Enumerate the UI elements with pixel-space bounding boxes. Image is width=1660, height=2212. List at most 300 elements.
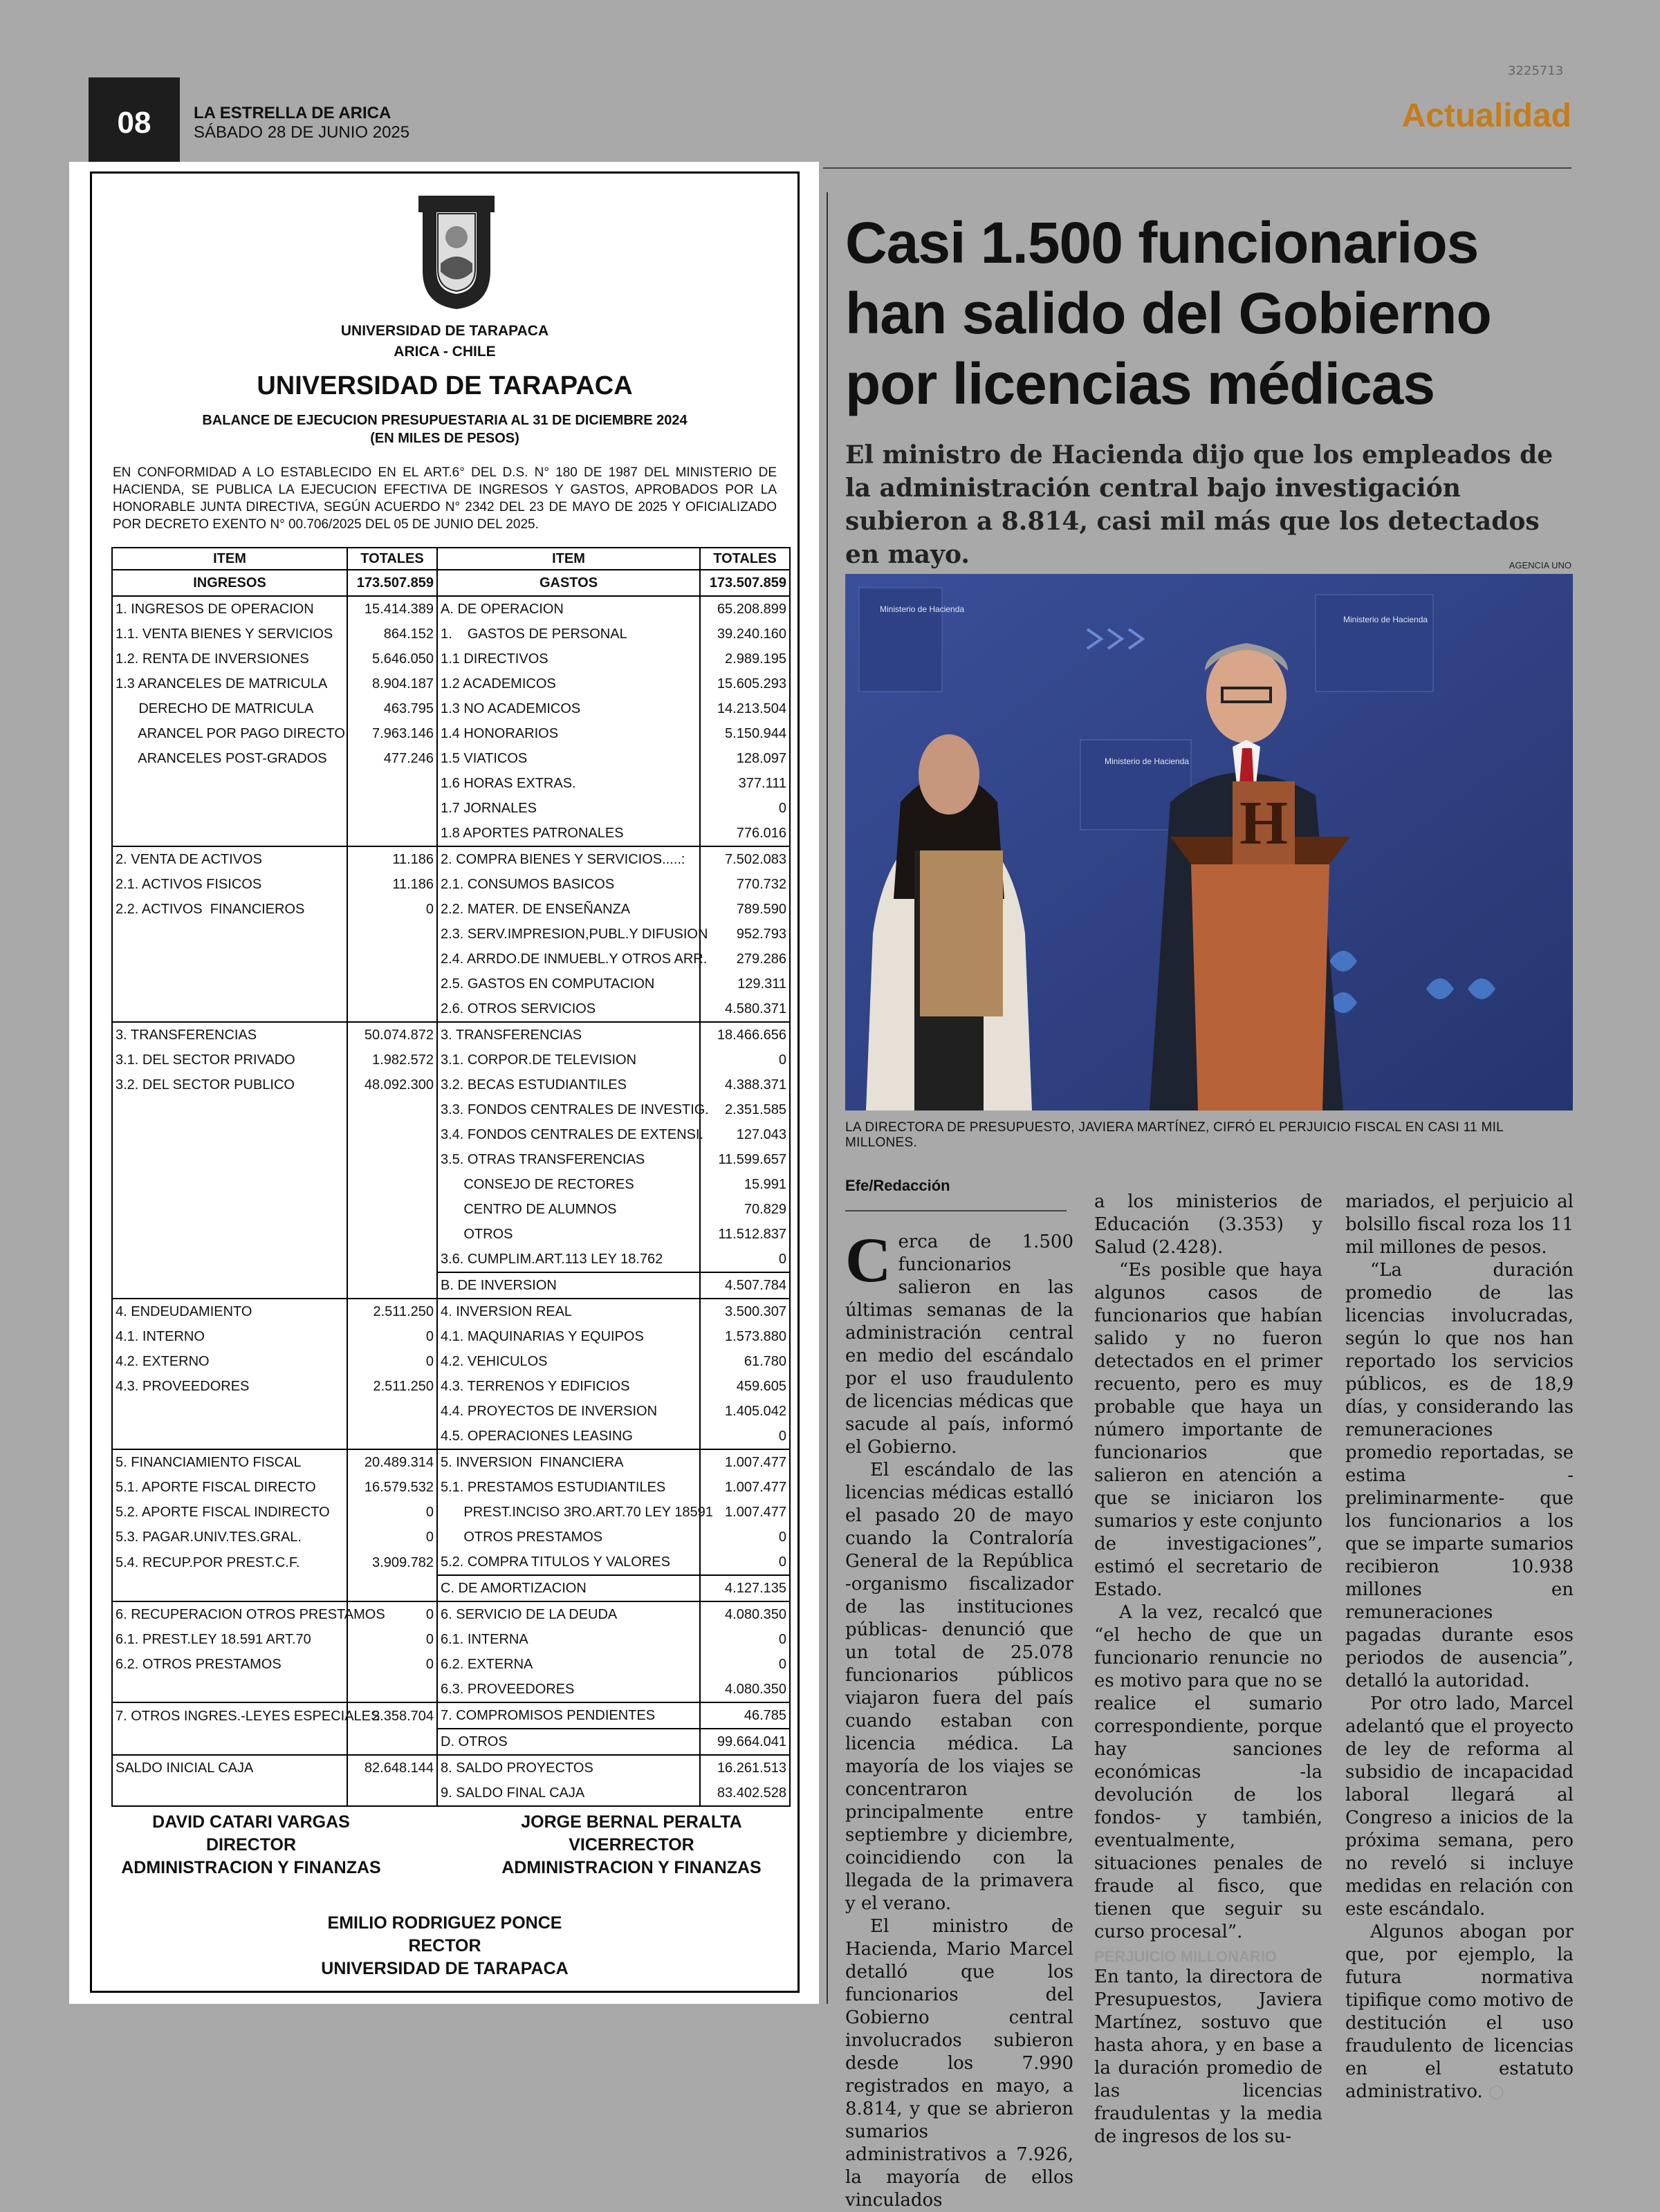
table-row (112, 1222, 790, 1247)
table-row (112, 1122, 790, 1147)
newspaper-name: LA ESTRELLA DE ARICA (194, 104, 391, 122)
item-cell: 3. TRANSFERENCIAS (437, 1022, 700, 1048)
paragraph: En tanto, la directora de Presupuestos, Javiera Martínez, sostuvo que hasta ahora, y en base a la duración promedio de las licencias fraudulentas y la media de ingresos de los su- (1094, 1967, 1322, 2147)
byline: Efe/Redacción (845, 1177, 950, 1194)
item-cell: 4.1. INTERNO (112, 1324, 347, 1349)
balance-title: BALANCE DE EJECUCION PRESUPUESTARIA AL 31 DE DICIEMBRE 2024 (202, 413, 688, 428)
item-cell: 1.7 JORNALES (437, 796, 700, 821)
amount-cell (347, 1677, 437, 1702)
amount-cell: 8.904.187 (347, 671, 437, 696)
table-row (112, 1652, 790, 1677)
table-row (112, 1399, 790, 1424)
ingresos-label: INGRESOS (112, 570, 347, 596)
item-cell: A. DE OPERACION (437, 596, 700, 622)
column-header: ITEM (437, 548, 700, 570)
amount-cell: 2.358.704 (347, 1702, 437, 1729)
table-row (112, 1702, 790, 1729)
amount-cell: 1.982.572 (347, 1048, 437, 1072)
budget-table (111, 547, 791, 1807)
amount-cell: 18.466.656 (700, 1022, 790, 1048)
signature-director (106, 1811, 396, 1879)
item-cell: C. DE AMORTIZACION (437, 1575, 700, 1601)
amount-cell: 0 (700, 1550, 790, 1575)
signer-unit: ADMINISTRACION Y FINANZAS (501, 1858, 762, 1877)
amount-cell: 0 (347, 1324, 437, 1349)
column-header: TOTALES (700, 548, 790, 570)
backdrop-label: Ministerio de Hacienda (1343, 615, 1428, 624)
item-cell: D. OTROS (437, 1729, 700, 1755)
byline-rule (845, 1210, 1067, 1211)
paragraph-text: Algunos abogan por que, por ejemplo, la futura normativa tipifique como motivo de destitución el uso fraudulento de licencias en el estatuto administrativo. (1345, 1922, 1574, 2102)
item-cell: 6.3. PROVEEDORES (437, 1677, 700, 1702)
table-row (112, 1781, 790, 1806)
item-cell (112, 1399, 347, 1424)
signature-rector (258, 1912, 631, 1980)
item-cell: 5.2. COMPRA TITULOS Y VALORES (437, 1550, 700, 1575)
amount-cell: 15.414.389 (347, 596, 437, 622)
item-cell (112, 1272, 347, 1299)
item-cell: 3.2. BECAS ESTUDIANTILES (437, 1072, 700, 1097)
item-cell: 4.1. MAQUINARIAS Y EQUIPOS (437, 1324, 700, 1349)
item-cell: 5.2. APORTE FISCAL INDIRECTO (112, 1500, 347, 1525)
amount-cell: 1.573.880 (700, 1324, 790, 1349)
table-row (112, 1022, 790, 1048)
item-cell: 3.5. OTRAS TRANSFERENCIAS (437, 1147, 700, 1172)
article-headline: Casi 1.500 funcionarios han salido del Gobierno por licencias médicas (845, 210, 1491, 416)
table-row (112, 1147, 790, 1172)
amount-cell: 0 (347, 1627, 437, 1652)
signer-name: JORGE BERNAL PERALTA (521, 1812, 742, 1832)
amount-cell: 0 (700, 1424, 790, 1449)
item-cell (112, 1122, 347, 1147)
amount-cell: 0 (347, 1500, 437, 1525)
amount-cell: 0 (700, 1652, 790, 1677)
table-row (112, 1575, 790, 1601)
signer-role: DIRECTOR (205, 1835, 297, 1855)
amount-cell: 3.909.782 (347, 1550, 437, 1575)
amount-cell (347, 1147, 437, 1172)
amount-cell: 46.785 (700, 1702, 790, 1729)
table-row (112, 696, 790, 721)
amount-cell: 776.016 (700, 821, 790, 846)
table-row (112, 1627, 790, 1652)
end-mark-icon: ○ (1488, 2081, 1504, 2102)
item-cell: 3.4. FONDOS CENTRALES DE EXTENSI. (437, 1122, 700, 1147)
amount-cell: 83.402.528 (700, 1781, 790, 1806)
item-cell (112, 1729, 347, 1755)
item-cell: ARANCEL POR PAGO DIRECTO (112, 721, 347, 746)
table-row (112, 1048, 790, 1072)
amount-cell: 4.080.350 (700, 1677, 790, 1702)
amount-cell (347, 1575, 437, 1601)
amount-cell: 4.127.135 (700, 1575, 790, 1601)
table-row (112, 1677, 790, 1702)
ingresos-total: 173.507.859 (347, 570, 437, 596)
item-cell (112, 771, 347, 796)
item-cell: 2.4. ARRDO.DE INMUEBL.Y OTROS ARR. (437, 947, 700, 972)
amount-cell: 11.512.837 (700, 1222, 790, 1247)
table-row (112, 1097, 790, 1122)
amount-cell (347, 1424, 437, 1449)
photo-credit: AGENCIA UNO (1509, 560, 1571, 570)
item-cell: 7. COMPROMISOS PENDIENTES (437, 1702, 700, 1729)
item-cell (112, 1197, 347, 1222)
table-row (112, 1525, 790, 1550)
amount-cell: 3.500.307 (700, 1299, 790, 1324)
item-cell (112, 1677, 347, 1702)
article-deck: El ministro de Hacienda dijo que los empleados de la administración central bajo investigación subieron a 8.814, casi mil más que los detectados en mayo. (845, 440, 1553, 569)
amount-cell: 16.261.513 (700, 1755, 790, 1781)
item-cell: 2.1. ACTIVOS FISICOS (112, 872, 347, 897)
amount-cell: 129.311 (700, 972, 790, 996)
backdrop-label: Ministerio de Hacienda (880, 604, 965, 614)
item-cell: 3.1. CORPOR.DE TELEVISION (437, 1048, 700, 1072)
amount-cell: 477.246 (347, 746, 437, 771)
gastos-label: GASTOS (437, 570, 700, 596)
item-cell: 2.6. OTROS SERVICIOS (437, 996, 700, 1022)
item-cell: 2. VENTA DE ACTIVOS (112, 846, 347, 872)
issue-date: SÁBADO 28 DE JUNIO 2025 (194, 123, 410, 142)
drop-cap: C (845, 1225, 892, 1295)
amount-cell: 789.590 (700, 897, 790, 922)
item-cell: 1.4 HONORARIOS (437, 721, 700, 746)
table-row (112, 1349, 790, 1374)
item-cell (112, 1247, 347, 1272)
item-cell: 1.8 APORTES PATRONALES (437, 821, 700, 846)
signer-unit: UNIVERSIDAD DE TARAPACA (321, 1959, 569, 1978)
table-row (112, 1247, 790, 1272)
item-cell: 3.3. FONDOS CENTRALES DE INVESTIG. (437, 1097, 700, 1122)
signer-name: DAVID CATARI VARGAS (152, 1812, 350, 1832)
section-label: Actualidad (1401, 97, 1571, 134)
amount-cell: 463.795 (347, 696, 437, 721)
item-cell: 4.2. EXTERNO (112, 1349, 347, 1374)
amount-cell: 0 (347, 1525, 437, 1550)
item-cell: 1.3 NO ACADEMICOS (437, 696, 700, 721)
amount-cell: 4.388.371 (700, 1072, 790, 1097)
item-cell: 5.3. PAGAR.UNIV.TES.GRAL. (112, 1525, 347, 1550)
item-cell (112, 821, 347, 846)
item-cell (112, 1575, 347, 1601)
item-cell: 4.3. TERRENOS Y EDIFICIOS (437, 1374, 700, 1399)
amount-cell: 0 (347, 1349, 437, 1374)
item-cell: 2.2. ACTIVOS FINANCIEROS (112, 897, 347, 922)
item-cell: 2.3. SERV.IMPRESION,PUBL.Y DIFUSION (437, 922, 700, 947)
item-cell: 4.2. VEHICULOS (437, 1349, 700, 1374)
paragraph: El ministro de Hacienda, Mario Marcel detalló que los funcionarios del Gobierno central involucrados subieron desde los 7.990 registrados en mayo, a 8.814, y que se abrieron sumarios administrativos a 7.926, la mayoría de ellos vinculados (845, 1916, 1073, 2211)
table-row (112, 1550, 790, 1575)
item-cell: 6. SERVICIO DE LA DEUDA (437, 1601, 700, 1627)
item-cell: 6.1. INTERNA (437, 1627, 700, 1652)
item-cell (112, 996, 347, 1022)
amount-cell: 2.351.585 (700, 1097, 790, 1122)
table-row (112, 897, 790, 922)
podium-crest: H (1239, 789, 1289, 857)
amount-cell: 16.579.532 (347, 1475, 437, 1500)
item-cell: 2.2. MATER. DE ENSEÑANZA (437, 897, 700, 922)
amount-cell: 15.605.293 (700, 671, 790, 696)
item-cell: 1. INGRESOS DE OPERACION (112, 596, 347, 622)
table-row (112, 746, 790, 771)
amount-cell: 377.111 (700, 771, 790, 796)
item-cell: 5. INVERSION FINANCIERA (437, 1449, 700, 1475)
backdrop-label: Ministerio de Hacienda (1105, 756, 1190, 766)
amount-cell: 2.511.250 (347, 1374, 437, 1399)
amount-cell (347, 947, 437, 972)
table-row (112, 1299, 790, 1324)
university-name-small: UNIVERSIDAD DE TARAPACA (340, 323, 549, 339)
table-row (112, 996, 790, 1022)
amount-cell: 2.511.250 (347, 1299, 437, 1324)
table-row (112, 1324, 790, 1349)
item-cell: 4.3. PROVEEDORES (112, 1374, 347, 1399)
amount-cell (347, 1197, 437, 1222)
article-column-1 (845, 1225, 1073, 2212)
amount-cell: 0 (700, 1525, 790, 1550)
amount-cell: 20.489.314 (347, 1449, 437, 1475)
signer-unit: ADMINISTRACION Y FINANZAS (121, 1858, 381, 1877)
amount-cell: 2.989.195 (700, 647, 790, 671)
table-row (112, 796, 790, 821)
press-conference-image (845, 574, 1573, 1110)
item-cell: DERECHO DE MATRICULA (112, 696, 347, 721)
item-cell (112, 1781, 347, 1806)
amount-cell: 770.732 (700, 872, 790, 897)
amount-cell: 864.152 (347, 622, 437, 647)
table-row (112, 622, 790, 647)
budget-notice (69, 162, 819, 2004)
item-cell: B. DE INVERSION (437, 1272, 700, 1299)
item-cell: 1.2 ACADEMICOS (437, 671, 700, 696)
amount-cell: 7.502.083 (700, 846, 790, 872)
amount-cell (347, 821, 437, 846)
signer-role: RECTOR (408, 1936, 481, 1955)
paragraph: Por otro lado, Marcel adelantó que el proyecto de ley de reforma al subsidio de incapacidad laboral llegará al Congreso a inicios de la próxima semana, pero no reveló si incluye medidas en relación con este escándalo. (1345, 1693, 1574, 1920)
table-row (112, 596, 790, 622)
amount-cell: 61.780 (700, 1349, 790, 1374)
signer-role: VICERRECTOR (569, 1835, 694, 1855)
table-row (112, 1729, 790, 1755)
amount-cell: 459.605 (700, 1374, 790, 1399)
balance-intro: EN CONFORMIDAD A LO ESTABLECIDO EN EL ART.6° DEL D.S. N° 180 DE 1987 DEL MINISTERIO DE HACIENDA, SE PUBLICA LA EJECUCION EFECTIVA DE INGRESOS Y GASTOS, APROBADOS POR LA HONORABLE JUNTA DIRECTIVA, SEGÚN ACUERDO N° 2342 DEL 23 DE MAYO DE 2025 Y OFICIALIZADO POR DECRETO EXENTO N° 00.706/2025 DEL 05 DE JUNIO DEL 2025. (113, 465, 777, 532)
amount-cell: 70.829 (700, 1197, 790, 1222)
item-cell: CONSEJO DE RECTORES (437, 1172, 700, 1197)
amount-cell (347, 1729, 437, 1755)
item-cell (112, 796, 347, 821)
column-rule (827, 192, 828, 2004)
table-row (112, 846, 790, 872)
amount-cell (347, 1247, 437, 1272)
masthead (194, 104, 409, 142)
table-row (112, 972, 790, 996)
page-number: 08 (89, 77, 180, 169)
item-cell: 1.1 DIRECTIVOS (437, 647, 700, 671)
table-row (112, 1475, 790, 1500)
amount-cell: 48.092.300 (347, 1072, 437, 1097)
item-cell: 6.2. OTROS PRESTAMOS (112, 1652, 347, 1677)
amount-cell: 5.150.944 (700, 721, 790, 746)
paragraph: “Es posible que haya algunos casos de funcionarios que habían salido y no fueron detectados en el primer recuento, pero es muy probable que haya un número importante de funcionarios que salieron en atención a que se iniciaron los sumarios y este conjunto de investigaciones”, estimó el secretario de Estado. (1094, 1260, 1322, 1600)
item-cell: ARANCELES POST-GRADOS (112, 746, 347, 771)
table-row (112, 1449, 790, 1475)
paragraph (1345, 1921, 1574, 2103)
item-cell: 4. INVERSION REAL (437, 1299, 700, 1324)
amount-cell (347, 1097, 437, 1122)
amount-cell: 279.286 (700, 947, 790, 972)
amount-cell: 0 (347, 897, 437, 922)
table-row (112, 721, 790, 746)
item-cell: 1. GASTOS DE PERSONAL (437, 622, 700, 647)
amount-cell: 1.007.477 (700, 1449, 790, 1475)
header-rule (823, 167, 1571, 169)
amount-cell: 127.043 (700, 1122, 790, 1147)
paragraph: “La duración promedio de las licencias involucradas, según lo que nos han reportado los servicios públicos, es de 18,9 días, y considerando las remuneraciones promedio reportadas, se estima -preliminarmente- que los funcionarios a los que se imparte sumarios recibieron 10.938 millones en remuneraciones pagadas durante esos periodos de ausencia”, detalló la autoridad. (1345, 1260, 1574, 1691)
amount-cell: 39.240.160 (700, 622, 790, 647)
item-cell: PREST.INCISO 3RO.ART.70 LEY 18591 (437, 1500, 700, 1525)
item-cell (112, 1147, 347, 1172)
item-cell: 1.5 VIATICOS (437, 746, 700, 771)
item-cell: 3.1. DEL SECTOR PRIVADO (112, 1048, 347, 1072)
item-cell (112, 1222, 347, 1247)
item-cell: SALDO INICIAL CAJA (112, 1755, 347, 1781)
amount-cell (347, 996, 437, 1022)
item-cell: 3. TRANSFERENCIAS (112, 1022, 347, 1048)
paragraph: mariados, el perjuicio al bolsillo fiscal roza los 11 mil millones de pesos. (1345, 1191, 1574, 1258)
table-row (112, 771, 790, 796)
article-column-3 (1345, 1191, 1574, 2103)
amount-cell: 0 (700, 1247, 790, 1272)
table-row (112, 1374, 790, 1399)
amount-cell (347, 1272, 437, 1299)
paragraph: a los ministerios de Educación (3.353) y Salud (2.428). (1094, 1191, 1322, 1258)
paragraph: erca de 1.500 funcionarios salieron en las últimas semanas de la administración central en medio del escándalo por el uso fraudulento de licencias médicas que sacude al país, informó el Gobierno. (845, 1232, 1073, 1458)
article-photo (845, 574, 1573, 1110)
item-cell: 3.2. DEL SECTOR PUBLICO (112, 1072, 347, 1097)
amount-cell: 4.580.371 (700, 996, 790, 1022)
article-column-2 (1094, 1191, 1322, 2148)
item-cell: 8. SALDO PROYECTOS (437, 1755, 700, 1781)
table-row (112, 671, 790, 696)
item-cell: 1.2. RENTA DE INVERSIONES (112, 647, 347, 671)
amount-cell (347, 922, 437, 947)
signature-vicerrector (479, 1811, 784, 1879)
amount-cell: 0 (700, 1627, 790, 1652)
table-row (112, 947, 790, 972)
item-cell: OTROS PRESTAMOS (437, 1525, 700, 1550)
amount-cell: 82.648.144 (347, 1755, 437, 1781)
amount-cell (347, 1172, 437, 1197)
university-shield-icon (417, 194, 496, 312)
amount-cell: 11.599.657 (700, 1147, 790, 1172)
amount-cell: 952.793 (700, 922, 790, 947)
column-header: TOTALES (347, 548, 437, 570)
table-row (112, 1272, 790, 1299)
item-cell: OTROS (437, 1222, 700, 1247)
amount-cell: 5.646.050 (347, 647, 437, 671)
table-row (112, 922, 790, 947)
item-cell: 5.1. PRESTAMOS ESTUDIANTILES (437, 1475, 700, 1500)
item-cell: 7. OTROS INGRES.-LEYES ESPECIALES (112, 1702, 347, 1729)
amount-cell (347, 796, 437, 821)
item-cell: 6.2. EXTERNA (437, 1652, 700, 1677)
university-title: UNIVERSIDAD DE TARAPACA (257, 371, 633, 400)
table-header-row (112, 548, 790, 570)
amount-cell: 11.186 (347, 872, 437, 897)
item-cell: 2. COMPRA BIENES Y SERVICIOS.....: (437, 846, 700, 872)
item-cell: 6.1. PREST.LEY 18.591 ART.70 (112, 1627, 347, 1652)
item-cell (112, 947, 347, 972)
amount-cell: 65.208.899 (700, 596, 790, 622)
item-cell: 5. FINANCIAMIENTO FISCAL (112, 1449, 347, 1475)
paragraph: A la vez, recalcó que “el hecho de que un funcionario renuncie no es motivo para que no se realice el sumario correspondiente, porque hay sanciones económicas -la devolución de los fondos- y también, eventualmente, situaciones penales de fraude al fisco, que tienen que seguir su curso procesal”. (1094, 1602, 1322, 1942)
paragraph: El escándalo de las licencias médicas estalló el pasado 20 de mayo cuando la Contraloría General de la República -organismo fiscalizador de las instituciones públicas- denunció que un total de 25.078 funcionarios públicos viajaron fuera del país cuando estaban con licencia médica. La mayoría de los viajes se concentraron principalmente entre septiembre y diciembre, coincidiendo con la llegada de la primavera y el verano. (845, 1460, 1073, 1914)
amount-cell: 99.664.041 (700, 1729, 790, 1755)
article-subhead: PERJUICIO MILLONARIO (1094, 1948, 1278, 1965)
amount-cell: 0 (700, 796, 790, 821)
item-cell: 4.5. OPERACIONES LEASING (437, 1424, 700, 1449)
table-row (112, 1424, 790, 1449)
item-cell: 1.3 ARANCELES DE MATRICULA (112, 671, 347, 696)
table-row (112, 1500, 790, 1525)
table-row (112, 1172, 790, 1197)
table-row (112, 647, 790, 671)
amount-cell (347, 771, 437, 796)
table-row (112, 1755, 790, 1781)
item-cell: 1.6 HORAS EXTRAS. (437, 771, 700, 796)
item-cell (112, 1172, 347, 1197)
item-cell: 5.1. APORTE FISCAL DIRECTO (112, 1475, 347, 1500)
amount-cell: 11.186 (347, 846, 437, 872)
amount-cell: 1.405.042 (700, 1399, 790, 1424)
table-row (112, 1072, 790, 1097)
amount-cell: 128.097 (700, 746, 790, 771)
university-location: ARICA - CHILE (394, 344, 496, 360)
photo-caption: LA DIRECTORA DE PRESUPUESTO, JAVIERA MARTÍNEZ, CIFRÓ EL PERJUICIO FISCAL EN CASI 11 MIL MILLONES. (845, 1120, 1504, 1150)
gastos-total: 173.507.859 (700, 570, 790, 596)
signer-name: EMILIO RODRIGUEZ PONCE (327, 1913, 562, 1933)
amount-cell: 7.963.146 (347, 721, 437, 746)
budget-frame (90, 171, 800, 1993)
item-cell: 2.1. CONSUMOS BASICOS (437, 872, 700, 897)
amount-cell: 1.007.477 (700, 1500, 790, 1525)
item-cell: 1.1. VENTA BIENES Y SERVICIOS (112, 622, 347, 647)
item-cell: 6. RECUPERACION OTROS PRESTAMOS (112, 1601, 347, 1627)
amount-cell: 50.074.872 (347, 1022, 437, 1048)
amount-cell (347, 1781, 437, 1806)
item-cell: 3.6. CUMPLIM.ART.113 LEY 18.762 (437, 1247, 700, 1272)
item-cell: CENTRO DE ALUMNOS (437, 1197, 700, 1222)
item-cell (112, 972, 347, 996)
item-cell: 2.5. GASTOS EN COMPUTACION (437, 972, 700, 996)
amount-cell: 14.213.504 (700, 696, 790, 721)
item-cell (112, 1424, 347, 1449)
amount-cell: 0 (347, 1601, 437, 1627)
amount-cell: 0 (347, 1652, 437, 1677)
totals-row (112, 570, 790, 596)
amount-cell: 0 (700, 1048, 790, 1072)
item-cell: 4.4. PROYECTOS DE INVERSION (437, 1399, 700, 1424)
amount-cell (347, 972, 437, 996)
table-row (112, 1601, 790, 1627)
page-code: 3225713 (1508, 64, 1564, 78)
item-cell (112, 1097, 347, 1122)
amount-cell (347, 1399, 437, 1424)
column-header: ITEM (112, 548, 347, 570)
item-cell (112, 922, 347, 947)
amount-cell: 4.507.784 (700, 1272, 790, 1299)
amount-cell: 1.007.477 (700, 1475, 790, 1500)
item-cell: 4. ENDEUDAMIENTO (112, 1299, 347, 1324)
